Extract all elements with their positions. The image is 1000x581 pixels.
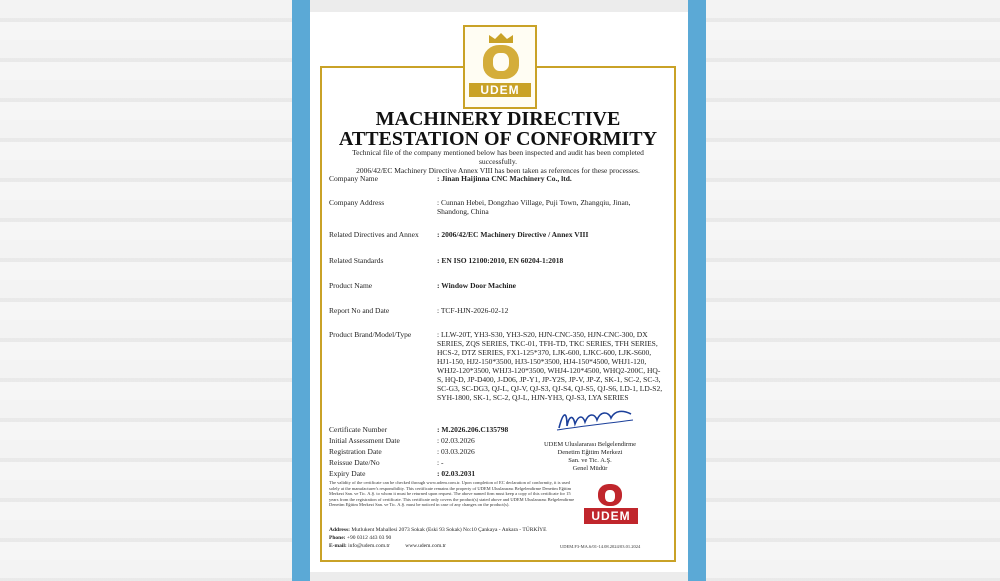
field-label: Initial Assessment Date (329, 436, 400, 445)
field-value: : 2006/42/EC Machinery Directive / Annex VIII (437, 230, 589, 239)
email-label: E-mail: (329, 543, 347, 549)
field-value: : LLW-20T, YH3-S30, YH3-S20, HJN-CNC-350, HJN-CNC-300, DX SERIES, ZQS SERIES, TKC-01, TFH-TD, TKC SERIES, TFH SERIES, HCS-2, DTZ SERIES, FX1-125*370, LJK-600, LJKC-600, LJK-S600, HJ1-150, HJ2-150*3500, HJ3-150*3500, HJ4-150*4500, WHJ1-120, WHJ2-120*3500, WHJ3-120*3500, WHJ4-120*4500, WHQ2-200C, HQ-S, HQ-D, JP-D400, J-D06, JP-Y1, JP-Y2S, JP-V, JP-Z, SK-1, SC-2, SC-3, SC-G3, SC-DG3, QJ-L, QJ-V, QJ-S3, QJ-S4, QJ-S5, QJ-S6, LD-1, LD-S2, SYH-1800, SK-1, SC-2, QJ-L, HJN-YH3, QJ-S3, LYA SERIES (437, 330, 663, 402)
field-value: : - (437, 458, 444, 467)
field-label: Company Address (329, 198, 385, 207)
field-value: : Jinan Haijinna CNC Machinery Co., ltd. (437, 174, 572, 183)
logo-brand-text: UDEM (584, 508, 638, 524)
address-value: Mutlukent Mahallesi 2073 Sokak (Eski 93 Sokak) No:10 Çankaya - Ankara - TÜRKİYE (351, 527, 547, 533)
field-value: : TCF-HJN-2026-02-12 (437, 306, 509, 315)
udem-logo-red (584, 484, 638, 532)
footer-email (329, 543, 446, 550)
signatory-line-3: San. ve Tic. A.Ş. (568, 457, 612, 464)
lion-icon (598, 484, 622, 506)
footer-address (329, 527, 547, 534)
field-value: : 02.03.2031 (437, 469, 476, 478)
blue-band-right (688, 0, 706, 581)
crown-icon (489, 33, 513, 43)
disclaimer-text: The validity of the certificate can be checked through www.udem.com.tr. Upon completion of EC declaration of conformity, it is used solely at the manufacturer's responsibility. This certificate remains the property of UDEM Uluslararası Belgelendirme Denetim Eğitim Merkezi San. ve Tic. A.Ş. to whom it must be returned upon request. The above named firm must keep a copy of this certificate for 15 years from the registration of certificate. This certificate only covers the product(s) stated above and UDEM Uluslararası Belgelendirme Denetim Eğitim Merkezi San. ve Tic. A.Ş. must be noticed in case of any changes on the product(s). (329, 480, 575, 508)
background-blur-left (0, 0, 292, 581)
title-line-2: ATTESTATION OF CONFORMITY (338, 128, 658, 150)
intro-text-1: Technical file of the company mentioned below has been inspected and audit has been completed successfully. (352, 148, 644, 166)
field-value: : Cunnan Hebei, Dongzhao Village, Puji Town, Zhangqiu, Jinan, Shandong, China (437, 198, 631, 216)
field-value: : 02.03.2026 (437, 436, 475, 445)
signatory-line-1: UDEM Uluslararası Belgelendirme (543, 441, 637, 448)
field-label: Related Standards (329, 256, 384, 265)
field-label: Related Directives and Annex (329, 230, 419, 239)
signatory-line-2: Denetim Eğitim Merkezi (557, 449, 623, 456)
field-label: Reissue Date/No (329, 458, 380, 467)
field-value: : 03.03.2026 (437, 447, 475, 456)
field-label: Company Name (329, 174, 378, 183)
signature-image (553, 406, 637, 436)
document-reference: UDEM.F3-MA.6/01-14.08.2024/03.01.2024 (560, 544, 641, 549)
signatory-line-4: Genel Müdür (572, 465, 608, 472)
field-label: Registration Date (329, 447, 382, 456)
lion-icon (483, 45, 519, 79)
blue-band-left (292, 0, 310, 581)
field-label: Report No and Date (329, 306, 390, 315)
udem-logo-gold (463, 25, 537, 109)
footer-phone (329, 535, 391, 542)
field-label: Certificate Number (329, 425, 388, 434)
title-line-1: MACHINERY DIRECTIVE (375, 108, 621, 130)
field-label: Product Brand/Model/Type (329, 330, 412, 339)
field-value: : M.2026.206.C135798 (437, 425, 509, 434)
field-value: : EN ISO 12100:2010, EN 60204-1:2018 (437, 256, 564, 265)
field-label: Expiry Date (329, 469, 366, 478)
logo-brand-text: UDEM (469, 83, 531, 97)
field-value: : Window Door Machine (437, 281, 516, 290)
intro-text-2: 2006/42/EC Machinery Directive Annex VIII has been taken as references for these processes. (356, 166, 640, 175)
background-blur-right (706, 0, 1000, 581)
phone-label: Phone: (329, 535, 346, 541)
address-label: Address: (329, 527, 350, 533)
email-value: info@udem.com.tr (348, 543, 390, 549)
phone-value: +90 0312 443 03 90 (346, 535, 392, 541)
field-label: Product Name (329, 281, 373, 290)
website-link[interactable]: www.udem.com.tr (405, 543, 446, 549)
